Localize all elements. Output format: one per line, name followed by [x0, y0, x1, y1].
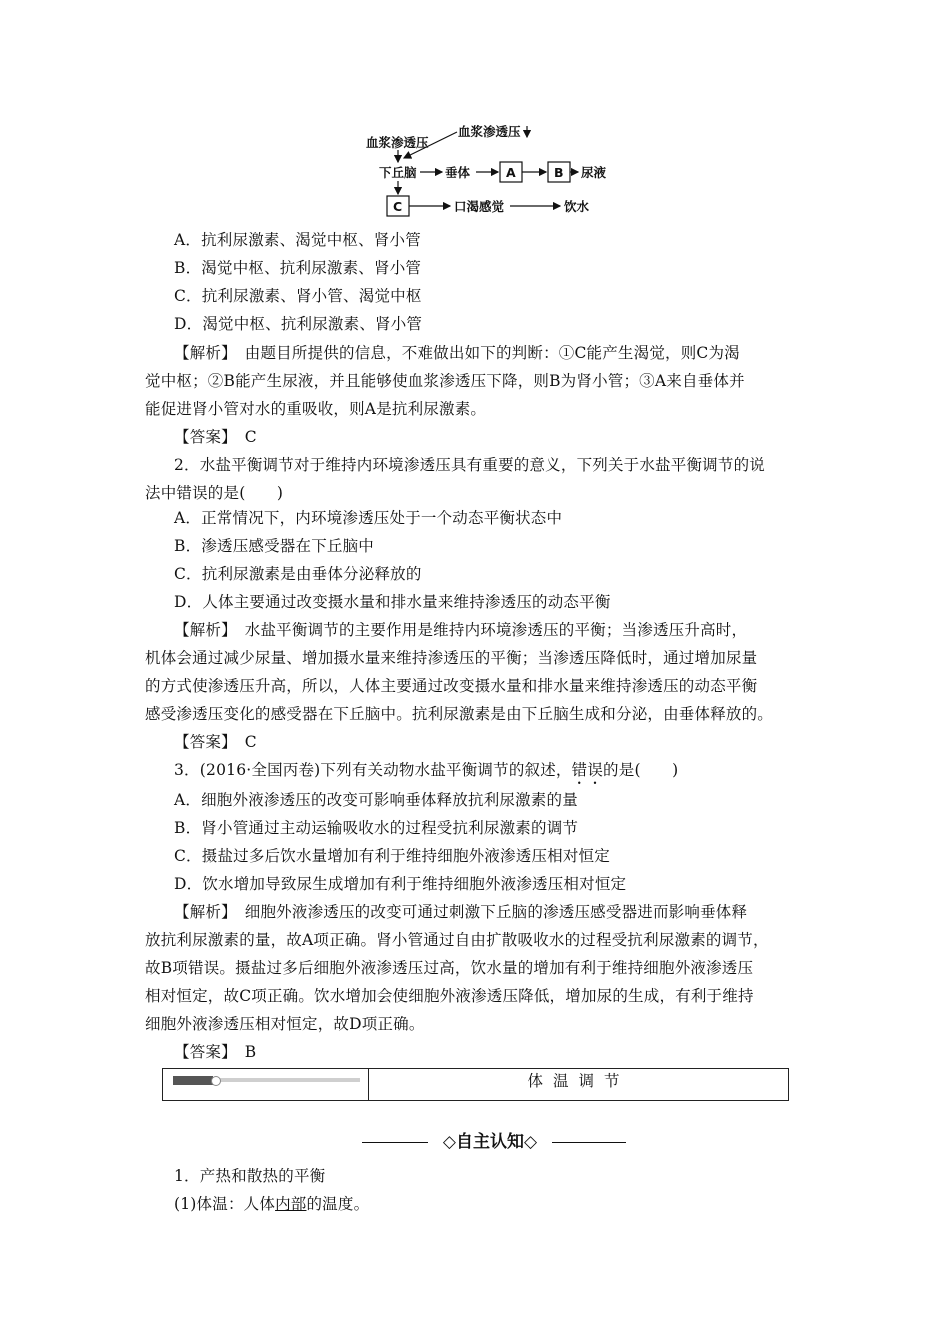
diagram-thirst: 口渴感觉	[454, 199, 505, 214]
q3-stem-prefix: 3．(2016·全国丙卷)下列有关动物水盐平衡调节的叙述，	[174, 761, 572, 779]
q2-analysis-line-1	[174, 616, 747, 644]
q3-analysis-text-1: 细胞外液渗透压的改变可通过刺激下丘脑的渗透压感受器进而影响垂体释	[244, 903, 748, 921]
q1-analysis-text-1: 由题目所提供的信息，不难做出如下的判断：①C能产生渴觉，则C为渴	[244, 344, 740, 362]
banner-decor-bar	[215, 1078, 360, 1082]
content-item-1	[174, 1190, 369, 1218]
banner-left-cell	[163, 1069, 369, 1100]
diagram-urine: 尿液	[581, 165, 607, 180]
q3-stem-emphasis: 错误	[571, 761, 604, 779]
q2-answer-value: C	[244, 733, 257, 751]
diagram-left-label: 血浆渗透压	[366, 135, 429, 150]
knowledge-point-banner	[162, 1068, 789, 1101]
q2-analysis-line-3: 的方式使渗透压升高，所以，人体主要通过改变摄水量和排水量来维持渗透压的动态平衡	[145, 677, 758, 695]
q2-answer	[174, 728, 257, 756]
q3-option-b: B．肾小管通过主动运输吸收水的过程受抗利尿激素的调节	[174, 819, 579, 837]
q3-analysis-line-4: 相对恒定，故C项正确。饮水增加会使细胞外液渗透压降低，增加尿的生成，有利于维持	[145, 987, 754, 1005]
q1-option-a: A．抗利尿激素、渴觉中枢、肾小管	[174, 231, 421, 249]
diagram-box-a-label: A	[506, 165, 516, 180]
q2-stem-line-1: 2．水盐平衡调节对于维持内环境渗透压具有重要的意义，下列关于水盐平衡调节的说	[174, 456, 765, 474]
item1-suffix: 的温度。	[306, 1195, 370, 1213]
q2-option-a: A．正常情况下，内环境渗透压处于一个动态平衡状态中	[174, 509, 563, 527]
q2-option-d: D．人体主要通过改变摄水量和排水量来维持渗透压的动态平衡	[174, 593, 611, 611]
q3-analysis-line-2: 放抗利尿激素的量，故A项正确。肾小管通过自由扩散吸收水的过程受抗利尿激素的调节，	[145, 931, 769, 949]
item1-prefix: (1)体温：人体	[174, 1195, 276, 1213]
knowledge-point-badge	[173, 1076, 213, 1085]
section-heading	[0, 1128, 950, 1156]
q1-option-d: D．渴觉中枢、抗利尿激素、肾小管	[174, 315, 423, 333]
q3-answer-tag: 【答案】	[174, 1043, 230, 1061]
diagram-drink: 饮水	[564, 199, 590, 214]
q2-analysis-line-4: 感受渗透压变化的感受器在下丘脑中。抗利尿激素是由下丘脑生成和分泌，由垂体释放的。	[145, 705, 774, 723]
q1-answer-tag: 【答案】	[174, 428, 230, 446]
q3-analysis-line-5: 细胞外液渗透压相对恒定，故D项正确。	[145, 1015, 425, 1033]
q3-option-a: A．细胞外液渗透压的改变可影响垂体释放抗利尿激素的量	[174, 791, 578, 809]
banner-title: 体温调节	[527, 1072, 630, 1090]
q1-answer-value: C	[244, 428, 257, 446]
q3-stem-suffix: 的是( )	[603, 761, 679, 779]
q1-analysis-line-2: 觉中枢；②B能产生尿液，并且能够使血浆渗透压下降，则B为肾小管；③A来自垂体并	[145, 372, 745, 390]
q1-analysis-line-3: 能促进肾小管对水的重吸收，则A是抗利尿激素。	[145, 400, 487, 418]
content-heading-1: 1．产热和散热的平衡	[174, 1167, 326, 1185]
q2-analysis-text-1: 水盐平衡调节的主要作用是维持内环境渗透压的平衡；当渗透压升高时，	[244, 621, 748, 639]
q2-analysis-tag: 【解析】	[174, 621, 230, 639]
q3-analysis-tag: 【解析】	[174, 903, 230, 921]
q1-answer	[174, 423, 257, 451]
q2-answer-tag: 【答案】	[174, 733, 230, 751]
q3-option-c: C．摄盐过多后饮水量增加有利于维持细胞外液渗透压相对恒定	[174, 847, 610, 865]
q3-analysis-line-3: 故B项错误。摄盐过多后细胞外液渗透压过高，饮水量的增加有利于维持细胞外液渗透压	[145, 959, 754, 977]
diagram-box-b-label: B	[554, 165, 564, 180]
section-title: ◇自主认知◇	[442, 1132, 538, 1152]
q2-option-b: B．渗透压感受器在下丘脑中	[174, 537, 374, 555]
q2-analysis-line-2: 机体会通过减少尿量、增加摄水量来维持渗透压的平衡；当渗透压降低时，通过增加尿量	[145, 649, 758, 667]
section-rule-right	[552, 1142, 626, 1143]
q2-stem-line-2: 法中错误的是( )	[145, 484, 284, 502]
water-balance-diagram	[360, 122, 620, 222]
q3-answer	[174, 1038, 256, 1066]
q3-analysis-line-1	[174, 898, 747, 926]
diagram-top-label: 血浆渗透压	[458, 124, 521, 139]
item1-underlined: 内部	[275, 1195, 307, 1213]
diagram-pituitary: 垂体	[445, 165, 471, 180]
diagram-hypothalamus: 下丘脑	[379, 165, 417, 180]
q3-option-d: D．饮水增加导致尿生成增加有利于维持细胞外液渗透压相对恒定	[174, 875, 627, 893]
q1-analysis-line-1	[174, 339, 740, 367]
q1-option-c: C．抗利尿激素、肾小管、渴觉中枢	[174, 287, 422, 305]
banner-decor-circle	[211, 1076, 221, 1086]
diagram-box-c-label: C	[393, 199, 403, 214]
q1-analysis-tag: 【解析】	[174, 344, 230, 362]
q3-stem	[174, 756, 678, 788]
q3-answer-value: B	[244, 1043, 257, 1061]
q2-option-c: C．抗利尿激素是由垂体分泌释放的	[174, 565, 422, 583]
q1-option-b: B．渴觉中枢、抗利尿激素、肾小管	[174, 259, 422, 277]
section-rule-left	[362, 1142, 428, 1143]
